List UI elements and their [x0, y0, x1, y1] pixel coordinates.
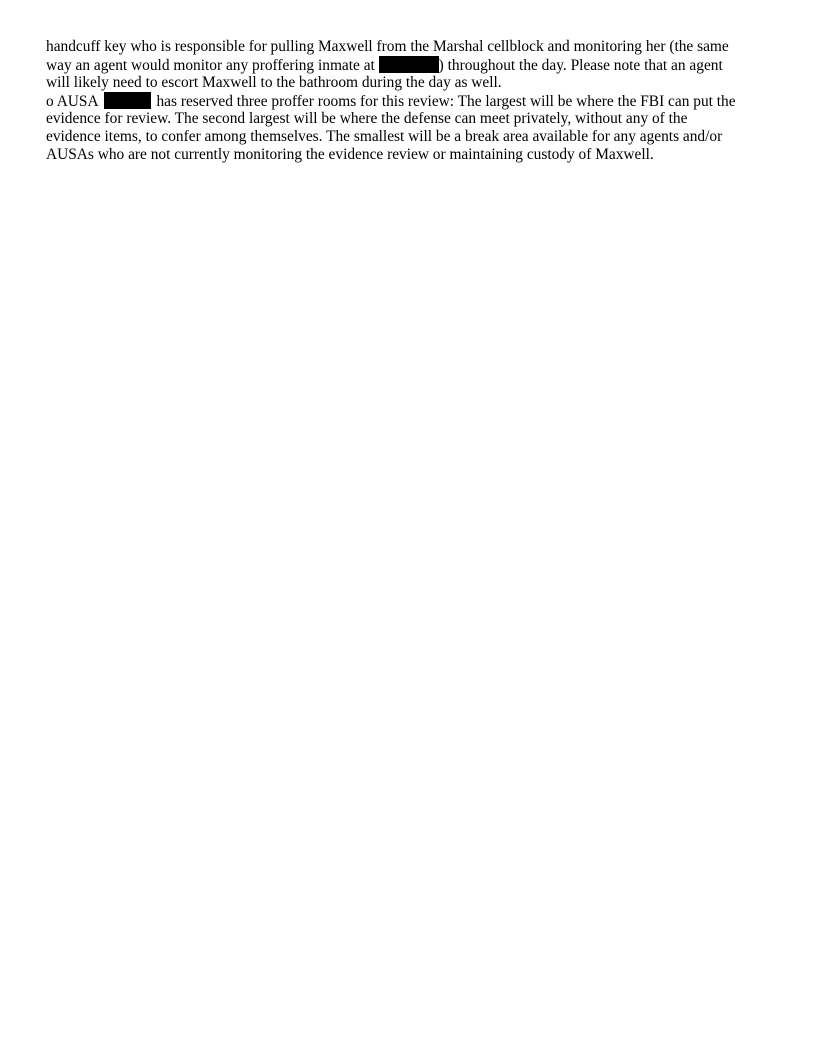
text-line	[46, 56, 723, 75]
text-segment: o AUSA	[46, 93, 98, 110]
text-segment: ) throughout the day. Please note that an agent	[438, 57, 723, 74]
text-segment: has reserved three proffer rooms for this review: The largest will be where the FBI can put the	[156, 93, 736, 110]
text-line: will likely need to escort Maxwell to the bathroom during the day as well.	[46, 74, 502, 91]
text-line: handcuff key who is responsible for pulling Maxwell from the Marshal cellblock and monitoring her (the same	[46, 38, 729, 55]
text-line: evidence items, to confer among themselves. The smallest will be a break area available for any agents and/or	[46, 128, 723, 145]
text-line: AUSAs who are not currently monitoring the evidence review or maintaining custody of Maxwell.	[46, 146, 654, 163]
redaction-box	[379, 56, 439, 73]
text-line: evidence for review. The second largest will be where the defense can meet privately, without any of the	[46, 110, 688, 127]
text-segment: way an agent would monitor any proffering inmate at	[46, 57, 379, 74]
redaction-box	[104, 92, 151, 109]
text-line	[46, 92, 736, 111]
